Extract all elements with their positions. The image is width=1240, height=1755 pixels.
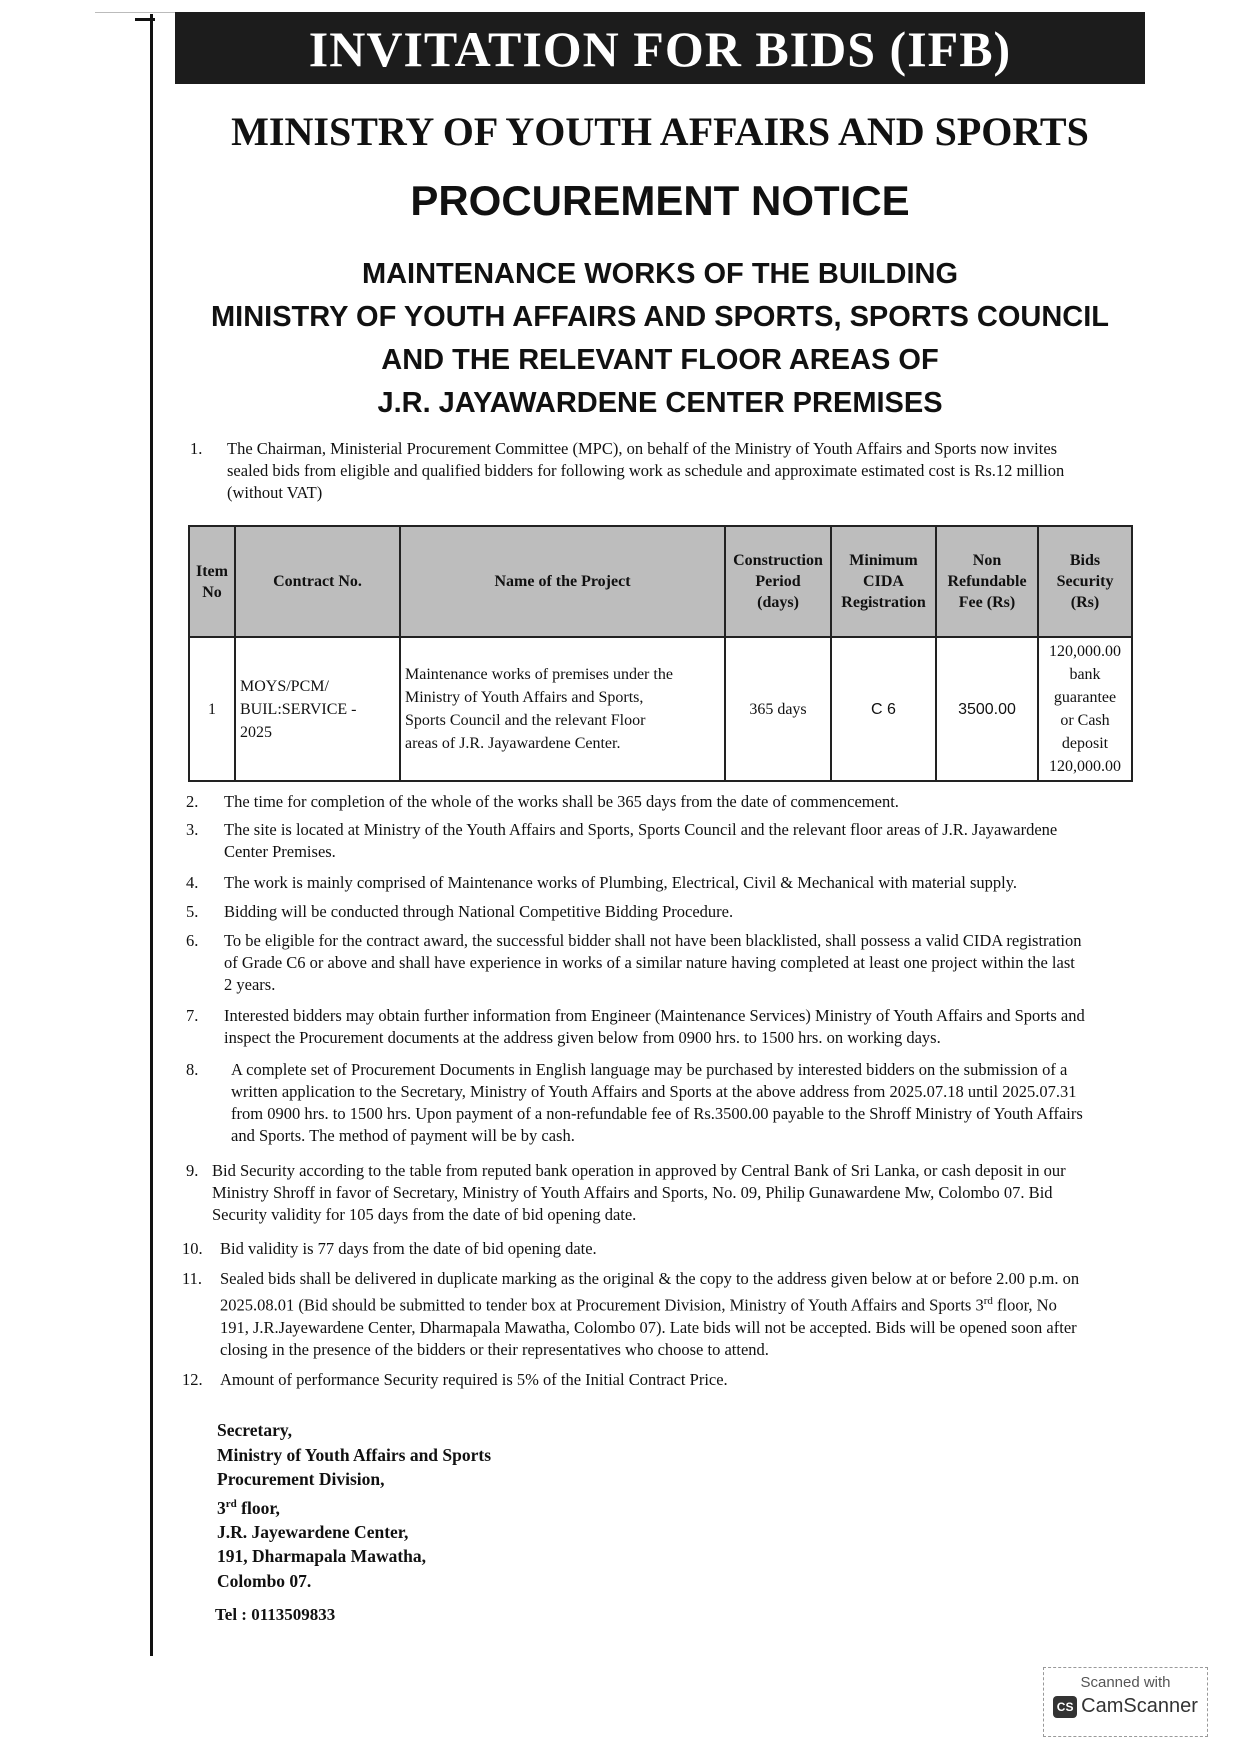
col-header-contract-no: Contract No. [235, 526, 400, 637]
address-line: Colombo 07. [217, 1570, 312, 1591]
paragraph-line: and Sports. The method of payment will be by cash. [231, 1126, 575, 1145]
item-number: 7. [186, 1006, 199, 1025]
item-number: 5. [186, 902, 199, 921]
cell-contract-no: MOYS/PCM/ BUIL:SERVICE - 2025 [235, 637, 400, 781]
paragraph-line: of Grade C6 or above and shall have experience in works of a similar nature having completed at least one project within the last [224, 953, 1075, 972]
camscanner-logo-icon: CS [1053, 1696, 1077, 1718]
cell-fee: 3500.00 [936, 637, 1038, 781]
cell-cida-registration: C 6 [831, 637, 936, 781]
item-number: 2. [186, 792, 199, 811]
col-header-item-no: Item No [189, 526, 235, 637]
cell-construction-period: 365 days [725, 637, 831, 781]
paragraph-line: Security validity for 105 days from the date of bid opening date. [212, 1205, 637, 1224]
address-line: J.R. Jayewardene Center, [217, 1521, 409, 1542]
paragraph-line: The Chairman, Ministerial Procurement Committee (MPC), on behalf of the Ministry of Youth Affairs and Sports now invites [227, 439, 1058, 458]
table-header-row [189, 526, 1132, 637]
paragraph-line: A complete set of Procurement Documents in English language may be purchased by interested bidders on the submission of a [231, 1060, 1068, 1079]
paragraph-line: inspect the Procurement documents at the address given below from 0900 hrs. to 1500 hrs. on working days. [224, 1028, 941, 1047]
paragraph-line: 2025.08.01 (Bid should be submitted to tender box at Procurement Division, Ministry of Youth Affairs and Sports 3rd floor, No [220, 1295, 1057, 1315]
cell-item-no: 1 [189, 637, 235, 781]
item-number: 12. [182, 1370, 203, 1389]
paragraph-line: 191, J.R.Jayewardene Center, Dharmapala Mawatha, Colombo 07). Late bids will not be accepted. Bids will be opened soon after [220, 1317, 1077, 1337]
contact-address [217, 1418, 491, 1593]
subject-line: MINISTRY OF YOUTH AFFAIRS AND SPORTS, SPORTS COUNCIL [211, 301, 1109, 333]
subject-line: AND THE RELEVANT FLOOR AREAS OF [381, 344, 939, 376]
paragraph-line: (without VAT) [227, 483, 323, 502]
item-number: 3. [186, 820, 199, 839]
address-line: 191, Dharmapala Mawatha, [217, 1546, 427, 1567]
address-line: Procurement Division, [217, 1469, 385, 1489]
subject-heading [160, 253, 1160, 425]
paragraph-line: Ministry Shroff in favor of Secretary, Ministry of Youth Affairs and Sports, No. 09, Philip Gunawardene Mw, Colombo 07. Bid [212, 1183, 1053, 1202]
telephone: Tel : 0113509833 [215, 1605, 336, 1624]
paragraph-line: To be eligible for the contract award, the successful bidder shall not have been blacklisted, shall possess a valid CIDA registration [224, 931, 1082, 950]
item-number: 11. [182, 1269, 203, 1288]
address-line: Ministry of Youth Affairs and Sports [217, 1444, 492, 1465]
item-number: 10. [182, 1239, 203, 1258]
cell-project-name: Maintenance works of premises under the Ministry of Youth Affairs and Sports, Sports Council and the relevant Floor areas of J.R. Jayawardene Center. [400, 637, 725, 781]
address-line: 3rd floor, [217, 1497, 280, 1518]
paragraph-line: from 0900 hrs. to 1500 hrs. Upon payment of a non-refundable fee of Rs.3500.00 payable to the Shroff Ministry of Youth Affairs [231, 1104, 1083, 1123]
watermark-brand [1044, 1695, 1207, 1718]
paragraph-line: The time for completion of the whole of the works shall be 365 days from the date of commencement. [224, 792, 899, 811]
bid-schedule-table [188, 525, 1133, 782]
col-header-construction-period: Construction Period (days) [725, 526, 831, 637]
paragraph-line: The site is located at Ministry of the Youth Affairs and Sports, Sports Council and the relevant floor areas of J.R. Jayawardene [224, 820, 1058, 839]
paragraph-line: Interested bidders may obtain further information from Engineer (Maintenance Services) Ministry of Youth Affairs and Sports and [224, 1006, 1085, 1025]
paragraph-line: Bid validity is 77 days from the date of bid opening date. [220, 1239, 597, 1258]
subject-line: J.R. JAYAWARDENE CENTER PREMISES [377, 387, 943, 419]
item-number: 1. [190, 439, 203, 458]
paragraph-line: closing in the presence of the bidders or their representatives who choose to attend. [220, 1339, 769, 1359]
item-number: 8. [186, 1060, 199, 1079]
table-row [189, 637, 1132, 781]
col-header-cida-registration: Minimum CIDA Registration [831, 526, 936, 637]
watermark-caption: Scanned with [1080, 1674, 1171, 1691]
paragraph-line: 2 years. [224, 975, 276, 994]
item-number: 9. [186, 1161, 199, 1180]
cell-bid-security: 120,000.00 bank guarantee or Cash deposit 120,000.00 [1038, 637, 1132, 781]
camscanner-watermark [1043, 1667, 1208, 1737]
paragraph-line: written application to the Secretary, Ministry of Youth Affairs and Sports at the above address from 2025.07.18 until 2025.07.31 [231, 1082, 1077, 1101]
col-header-bid-security: Bids Security (Rs) [1038, 526, 1132, 637]
notice-title: PROCUREMENT NOTICE [410, 177, 910, 224]
paragraph-line: Bidding will be conducted through National Competitive Bidding Procedure. [224, 902, 734, 921]
paragraph-line: Bid Security according to the table from reputed bank operation in approved by Central Bank of Sri Lanka, or cash deposit in our [212, 1161, 1066, 1180]
left-border-line [150, 14, 153, 1656]
subject-line: MAINTENANCE WORKS OF THE BUILDING [361, 258, 959, 290]
paragraph-line: Sealed bids shall be delivered in duplicate marking as the original & the copy to the address given below at or before 2.00 p.m. on [220, 1269, 1080, 1288]
paragraph-line: The work is mainly comprised of Maintenance works of Plumbing, Electrical, Civil & Mechanical with material supply. [224, 873, 1018, 892]
watermark-brand-name: CamScanner [1081, 1695, 1198, 1717]
col-header-project-name: Name of the Project [400, 526, 725, 637]
ifb-banner: INVITATION FOR BIDS (IFB) [175, 12, 1145, 84]
paragraph-line: Center Premises. [224, 842, 336, 861]
ministry-title: MINISTRY OF YOUTH AFFAIRS AND SPORTS [231, 109, 1089, 154]
paragraph-line: sealed bids from eligible and qualified bidders for following work as schedule and approximate estimated cost is Rs.12 million [227, 461, 1065, 480]
col-header-fee: Non Refundable Fee (Rs) [936, 526, 1038, 637]
item-number: 4. [186, 873, 199, 892]
paragraph-line: Amount of performance Security required is 5% of the Initial Contract Price. [220, 1370, 728, 1389]
address-line: Secretary, [217, 1420, 292, 1440]
item-number: 6. [186, 931, 199, 950]
